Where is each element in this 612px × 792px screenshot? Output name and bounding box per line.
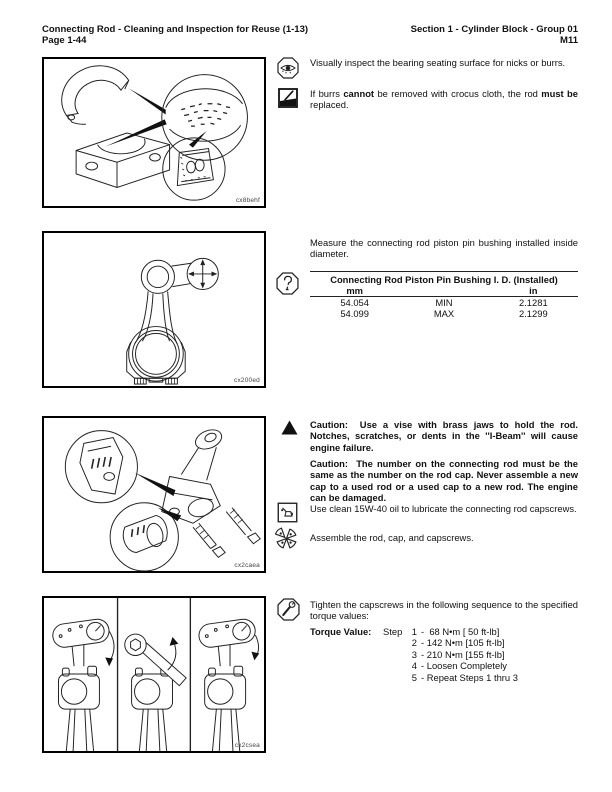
torque-wrench-icon xyxy=(277,598,300,626)
torque-step-num: 3 xyxy=(411,648,417,660)
table-row xyxy=(310,297,578,308)
torque-step-num: 2 xyxy=(411,637,417,649)
step-burrs-text xyxy=(310,88,578,111)
step-measure-text: Measure the connecting rod piston pin bushing installed inside diameter. xyxy=(310,237,578,260)
cell-limit: MIN xyxy=(435,297,453,308)
step-lubricate-text: Use clean 15W-40 oil to lubricate the connecting rod capscrews. xyxy=(310,503,577,514)
torque-line xyxy=(310,626,518,637)
torque-line xyxy=(410,660,518,671)
burrs-text-part: If burrs xyxy=(310,88,344,99)
caution-triangle-icon xyxy=(281,420,298,440)
figure-bearing-inspection xyxy=(42,57,266,208)
torque-line xyxy=(410,649,518,660)
figure-caption: cx200ed xyxy=(234,377,260,384)
caution-number-text: Caution: The number on the connecting rod must be the same as the number on the rod cap. Never assemble a new cap to a used rod or a used cap to a new rod. The engine can be damaged. xyxy=(310,458,578,503)
table-header-row xyxy=(310,285,578,296)
figure-caption: cx2csea xyxy=(234,742,260,749)
cell-in: 2.1299 xyxy=(518,308,548,319)
burrs-text-part: be removed with crocus cloth, the rod xyxy=(374,88,542,99)
step-tighten-text: Tighten the capscrews in the following sequence to the specified torque values: xyxy=(310,599,578,622)
assemble-icon xyxy=(275,527,298,555)
torque-step-num: 5 xyxy=(411,671,417,683)
deburr-tool-icon xyxy=(278,88,298,113)
page-header xyxy=(42,24,578,46)
torque-step-value: - 210 N•m [155 ft-lb] xyxy=(421,648,505,660)
torque-step-value: - 68 N•m [ 50 ft-lb] xyxy=(421,626,500,637)
table-title: Connecting Rod Piston Pin Bushing I. D. (Installed) xyxy=(330,274,558,285)
torque-step-value: - Loosen Completely xyxy=(421,660,507,672)
burrs-bold-cannot: cannot xyxy=(343,88,375,99)
cell-mm: 54.054 xyxy=(340,297,369,308)
figure-rod-measurement xyxy=(42,231,266,388)
figure-torque-sequence xyxy=(42,596,266,753)
col-header-in: in xyxy=(529,285,538,296)
step-inspect-text: Visually inspect the bearing seating surface for nicks or burrs. xyxy=(310,57,566,68)
visual-inspect-icon xyxy=(277,57,299,84)
cell-mm: 54.099 xyxy=(340,308,369,319)
col-header-spacer xyxy=(399,285,488,296)
torque-line xyxy=(410,637,518,648)
rod-measurement-illustration xyxy=(44,233,264,386)
caution-vise-text: Caution: Use a vise with brass jaws to hold the rod. Notches, scratches, or dents in the ''I-Beam'' will cause engine failure. xyxy=(310,419,578,453)
figure-rod-cap-numbers xyxy=(42,416,266,573)
torque-step-num: 4 xyxy=(411,660,417,672)
torque-value-block xyxy=(310,626,518,683)
header-right xyxy=(411,24,578,46)
measure-caliper-icon xyxy=(276,272,299,300)
step-assemble-text: Assemble the rod, cap, and capscrews. xyxy=(310,532,474,543)
torque-sequence-illustration xyxy=(44,598,264,751)
bearing-inspection-illustration xyxy=(44,59,264,206)
torque-value-label: Torque Value: xyxy=(310,626,372,637)
oil-lubricate-icon xyxy=(277,502,298,528)
figure-caption: cx2caea xyxy=(234,562,260,569)
section-title: Section 1 - Cylinder Block - Group 01 xyxy=(410,24,578,35)
page-number: Page 1-44 xyxy=(42,35,87,46)
figure-caption: cx8behf xyxy=(235,197,260,204)
burrs-bold-must-be: must be xyxy=(541,88,578,99)
torque-line xyxy=(410,672,518,683)
cell-in: 2.1281 xyxy=(518,297,548,308)
table-row xyxy=(310,308,578,319)
torque-step-num: 1 xyxy=(411,626,417,637)
rod-cap-numbers-illustration xyxy=(44,418,264,571)
burrs-text-part: replaced. xyxy=(310,99,349,111)
page-title: Connecting Rod - Cleaning and Inspection for Reuse (1-13) xyxy=(42,24,309,35)
engine-model: M11 xyxy=(560,35,578,46)
header-left xyxy=(42,24,308,46)
cell-limit: MAX xyxy=(433,308,455,319)
torque-step-value: - 142 N•m [105 ft-lb] xyxy=(421,637,505,649)
torque-step-value: - Repeat Steps 1 thru 3 xyxy=(421,671,518,683)
col-header-mm: mm xyxy=(346,285,363,296)
torque-step-word: Step xyxy=(383,626,403,637)
bushing-spec-table xyxy=(310,271,578,319)
